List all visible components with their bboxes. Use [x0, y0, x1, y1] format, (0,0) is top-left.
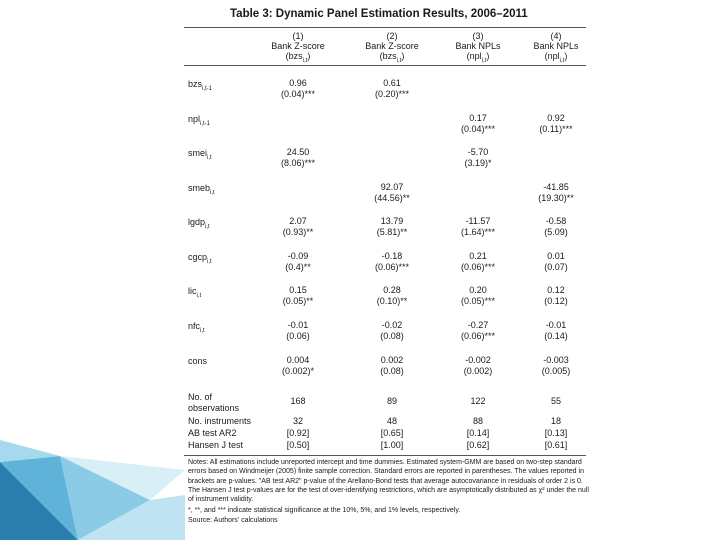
stat-value: [0.50]: [286, 440, 310, 450]
table-cell: [438, 251, 518, 272]
table-bottom-rule: [184, 455, 586, 456]
standard-error: (0.06)***: [460, 330, 496, 341]
column-number: (1): [292, 31, 304, 41]
standard-error: (0.93)**: [282, 226, 314, 237]
standard-error: (0.04)***: [460, 123, 496, 134]
row-label: cons: [188, 356, 208, 366]
standard-error: (19.30)**: [538, 192, 574, 203]
table-cell: [438, 113, 518, 134]
coefficient: 0.96: [289, 78, 307, 88]
coefficient: 0.12: [547, 285, 565, 295]
standard-error: (0.20)***: [374, 88, 410, 99]
column-variable: (npl$_{i,t}$): [466, 51, 490, 64]
stat-value: [0.14]: [466, 428, 490, 438]
table-cell: [438, 320, 518, 341]
stat-value: 18: [550, 416, 561, 426]
stat-value: [0.65]: [380, 428, 404, 438]
table-cell: [438, 216, 518, 237]
stat-value: 48: [386, 416, 397, 426]
table-title: Table 3: Dynamic Panel Estimation Results, 2006–2011: [230, 8, 528, 20]
table-cell: [250, 147, 346, 168]
stat-value: [0.62]: [466, 440, 490, 450]
column-variable: (npl$_{i,t}$): [544, 51, 568, 64]
stat-value: 168: [290, 396, 306, 406]
coefficient: -0.27: [467, 320, 489, 330]
table-cell: [438, 147, 518, 168]
table-cell: [514, 320, 598, 341]
standard-error: (5.81)**: [376, 226, 408, 237]
table-cell: [250, 251, 346, 272]
coefficient: -5.70: [467, 147, 489, 157]
coefficient: -0.18: [381, 251, 403, 261]
coefficient: -0.003: [543, 355, 569, 365]
table-cell: [514, 285, 598, 306]
column-name: Bank Z-score: [271, 41, 325, 51]
coefficient: -11.57: [465, 216, 491, 226]
table-cell: [514, 355, 598, 376]
coefficient: 0.01: [547, 251, 565, 261]
stat-label: No. of observations: [188, 392, 240, 413]
row-label: bzs$_{i,t-1}$: [188, 79, 213, 92]
header-top-rule: [184, 27, 586, 28]
table-cell: [250, 216, 346, 237]
coefficient: 2.07: [289, 216, 307, 226]
standard-error: (44.56)**: [374, 192, 410, 203]
table-cell: [438, 285, 518, 306]
table-cell: [514, 113, 598, 134]
coefficient: 0.21: [469, 251, 487, 261]
row-label: smeb$_{i,t}$: [188, 183, 215, 196]
stat-value: 89: [386, 396, 397, 406]
standard-error: (0.4)**: [285, 261, 311, 272]
coefficient: -41.85: [543, 182, 569, 192]
stat-value: [0.92]: [286, 428, 310, 438]
stat-value: 88: [472, 416, 483, 426]
stat-value: 122: [470, 396, 486, 406]
column-number: (2): [386, 31, 398, 41]
coefficient: 0.61: [383, 78, 401, 88]
column-header-4: [514, 31, 598, 66]
standard-error: (0.005): [541, 365, 571, 376]
row-label: lic$_{i,t}$: [188, 286, 202, 299]
column-number: (4): [550, 31, 562, 41]
stat-value: [0.13]: [544, 428, 568, 438]
standard-error: (0.08): [380, 330, 404, 341]
table-cell: [348, 285, 436, 306]
column-name: Bank NPLs: [533, 41, 579, 51]
column-variable: (bzs$_{i,t}$): [379, 51, 405, 64]
column-variable: (bzs$_{i,t}$): [285, 51, 311, 64]
coefficient: 0.28: [383, 285, 401, 295]
table-cell: [348, 355, 436, 376]
standard-error: (0.06): [286, 330, 310, 341]
column-header-1: [250, 31, 346, 66]
source-note: Source: Authors' calculations: [188, 516, 278, 524]
table-cell: [250, 355, 346, 376]
coefficient: 0.20: [469, 285, 487, 295]
stat-value: [0.61]: [544, 440, 568, 450]
standard-error: (0.002)*: [281, 365, 315, 376]
standard-error: (0.10)**: [376, 295, 408, 306]
coefficient: -0.01: [287, 320, 309, 330]
standard-error: (0.07): [544, 261, 568, 272]
table-cell: [348, 320, 436, 341]
standard-error: (0.14): [544, 330, 568, 341]
coefficient: 0.15: [289, 285, 307, 295]
column-name: Bank Z-score: [365, 41, 419, 51]
table-cell: [348, 78, 436, 99]
coefficient: 92.07: [380, 182, 404, 192]
row-label: lgdp$_{i,t}$: [188, 217, 210, 230]
coefficient: 0.004: [286, 355, 310, 365]
standard-error: (3.19)*: [464, 157, 492, 168]
coefficient: -0.002: [465, 355, 491, 365]
standard-error: (5.09): [544, 226, 568, 237]
standard-error: (0.05)**: [282, 295, 314, 306]
table-cell: [514, 251, 598, 272]
standard-error: (0.05)***: [460, 295, 496, 306]
table-cell: [348, 251, 436, 272]
table-cell: [514, 182, 598, 203]
standard-error: (0.06)***: [374, 261, 410, 272]
standard-error: (8.06)***: [280, 157, 316, 168]
table-cell: [250, 320, 346, 341]
table-cell: [348, 182, 436, 203]
coefficient: -0.01: [545, 320, 567, 330]
table-cell: [438, 355, 518, 376]
row-label: cgcp$_{i,t}$: [188, 252, 212, 265]
column-number: (3): [472, 31, 484, 41]
table-notes: [188, 458, 592, 525]
table-document: [182, 0, 592, 540]
stat-value: 32: [292, 416, 303, 426]
notes-text: Notes: All estimations include unreported intercept and time dummies. Estimated system-GMM are based on two-step standard errors based on Windmeijer (2005) finite sample correction. Standard errors are reported in parentheses. The values reported in brackets are p-values. "AB test AR2" p-value of the Arellano-Bond tests that average autocovariance in residuals of order 2 is 0. The Hansen J test p-values are for the test of over-identifying restrictions, which are asymptotically distributed as χ² under the null of instrument validity.: [188, 459, 589, 504]
column-header-3: [438, 31, 518, 66]
table-cell: [250, 285, 346, 306]
coefficient: -0.09: [287, 251, 309, 261]
table-cell: [250, 78, 346, 99]
column-header-2: [348, 31, 436, 66]
coefficient: -0.02: [381, 320, 403, 330]
coefficient: 0.002: [380, 355, 404, 365]
coefficient: 24.50: [286, 147, 310, 157]
coefficient: -0.58: [545, 216, 567, 226]
header-bottom-rule: [184, 65, 586, 66]
coefficient: 13.79: [380, 216, 404, 226]
stat-value: [1.00]: [380, 440, 404, 450]
standard-error: (1.64)***: [460, 226, 496, 237]
row-label: nfc$_{i,t}$: [188, 321, 205, 334]
standard-error: (0.04)***: [280, 88, 316, 99]
stat-label: AB test AR2: [188, 428, 237, 438]
stat-label: No. instruments: [188, 416, 252, 426]
column-name: Bank NPLs: [455, 41, 501, 51]
standard-error: (0.06)***: [460, 261, 496, 272]
standard-error: (0.12): [544, 295, 568, 306]
coefficient: 0.92: [547, 113, 565, 123]
stat-value: 55: [550, 396, 561, 406]
significance-note: *, **, and *** indicate statistical significance at the 10%, 5%, and 1% levels, respectively.: [188, 507, 461, 515]
stat-label: Hansen J test: [188, 440, 244, 450]
row-label: smei$_{i,t}$: [188, 148, 212, 161]
coefficient: 0.17: [469, 113, 487, 123]
standard-error: (0.08): [380, 365, 404, 376]
row-label: npl$_{i,t-1}$: [188, 114, 211, 127]
table-cell: [348, 216, 436, 237]
standard-error: (0.11)***: [539, 123, 573, 134]
standard-error: (0.002): [463, 365, 493, 376]
table-cell: [514, 216, 598, 237]
